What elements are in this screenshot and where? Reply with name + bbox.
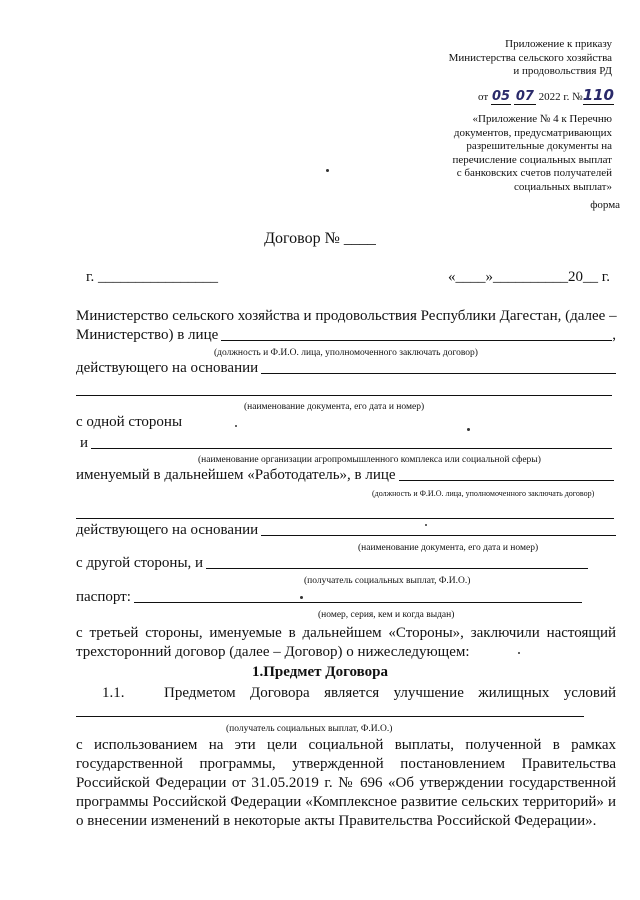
scan-speck [235, 425, 237, 427]
ministry-in-person: Министерство) в лице [76, 327, 219, 343]
acting-row-2 [76, 521, 616, 540]
caption-recipient-2: (получатель социальных выплат, Ф.И.О.) [226, 724, 393, 734]
basis-fill-line-2 [261, 534, 616, 536]
caption-document-2: (наименование документа, его дата и номер) [358, 543, 539, 553]
basis-fill-line [261, 372, 616, 374]
passport-fill-line [134, 601, 582, 603]
acting-row [76, 359, 616, 378]
contract-title: Договор № ____ [264, 230, 376, 247]
passport-row [76, 588, 582, 607]
header-line: Министерства сельского хозяйства [448, 51, 612, 64]
ministry-line: Министерство сельского хозяйства и продовольствия Республики Дагестан, (далее – [76, 308, 617, 324]
scan-speck [467, 428, 470, 431]
final-line: Российской Федерации от 31.05.2019 г. № 696 «Об утверждении государственной [76, 775, 616, 791]
appendix-line: социальных выплат» [513, 180, 612, 193]
caption-person-2: (должность и Ф.И.О. лица, уполномоченного заключать договор) [372, 489, 595, 498]
and-label: и [80, 435, 89, 451]
section-heading: 1.Предмет Договора [251, 664, 389, 680]
blank-line [76, 395, 612, 396]
acting-basis-2: действующего на основании [76, 522, 259, 538]
appendix-note [453, 113, 613, 194]
employer-fill-line [399, 479, 614, 481]
contract-city: г. ________________ [86, 269, 218, 285]
clause-text: Предметом Договора является улучшение жилищных условий [164, 685, 616, 701]
agreement-line: трехсторонний договор (далее – Договор) о нижеследующем: [76, 644, 470, 660]
date-month: 07 [515, 89, 534, 104]
scan-speck [518, 652, 520, 654]
order-header [449, 38, 612, 79]
other-side: с другой стороны, и [76, 555, 204, 571]
caption-organization: (наименование организации агропромышленного комплекса или социальной сферы) [198, 455, 541, 465]
appendix-line: с банковских счетов получателей [456, 167, 612, 179]
appendix-line: «Приложение № 4 к Перечню [472, 113, 612, 125]
recipient-fill-line [206, 567, 588, 569]
date-year: 2022 г. № [538, 91, 583, 103]
scan-speck [300, 596, 303, 599]
employer-text: именуемый в дальнейшем «Работодатель», в лице [76, 467, 396, 483]
third-side-line: с третьей стороны, именуемые в дальнейшем «Стороны», заключили настоящий [76, 625, 616, 641]
blank-line-2 [76, 518, 614, 519]
final-line: с использованием на эти цели социальной выплаты, полученной в рамках [76, 737, 616, 753]
org-row [80, 434, 612, 453]
one-side: с одной стороны [76, 414, 183, 430]
date-day: 05 [491, 89, 511, 104]
clause-number: 1.1. [102, 685, 125, 701]
header-line: и продовольствия РД [513, 65, 612, 77]
caption-person: (должность и Ф.И.О. лица, уполномоченного заключать договор) [214, 348, 478, 358]
final-line: государственной программы, утвержденной постановлением Правительства [76, 756, 616, 772]
passport-label: паспорт: [76, 589, 131, 605]
final-line: программы Российской Федерации «Комплексное развитие сельских территорий» и [76, 794, 616, 810]
date-prefix: от [478, 91, 489, 103]
caption-passport: (номер, серия, кем и когда выдан) [318, 610, 455, 620]
appendix-line: разрешительные документы на [466, 140, 612, 152]
person-fill-line [221, 339, 612, 341]
scan-speck [326, 169, 329, 172]
final-line: о внесении изменений в некоторые акты Правительства Российской Федерации». [76, 813, 597, 829]
appendix-line: перечисление социальных выплат [452, 153, 612, 166]
form-label: форма [590, 199, 620, 211]
contract-date: «____»__________20__ г. [448, 269, 610, 285]
caption-recipient: (получатель социальных выплат, Ф.И.О.) [304, 576, 471, 586]
acting-basis: действующего на основании [76, 360, 259, 376]
ministry-person-row [76, 326, 616, 345]
header-line: Приложение к приказу [505, 38, 612, 50]
caption-document: (наименование документа, его дата и номер) [244, 402, 425, 412]
order-number: 110 [582, 86, 614, 104]
final-paragraph [76, 736, 616, 831]
order-date [478, 86, 614, 104]
appendix-line: документов, предусматривающих [453, 126, 612, 139]
org-fill-line [91, 447, 612, 449]
recipient-line [76, 716, 584, 717]
scan-speck [425, 524, 427, 526]
employer-row [76, 466, 614, 485]
other-side-row [76, 554, 588, 573]
comma: , [612, 327, 616, 343]
